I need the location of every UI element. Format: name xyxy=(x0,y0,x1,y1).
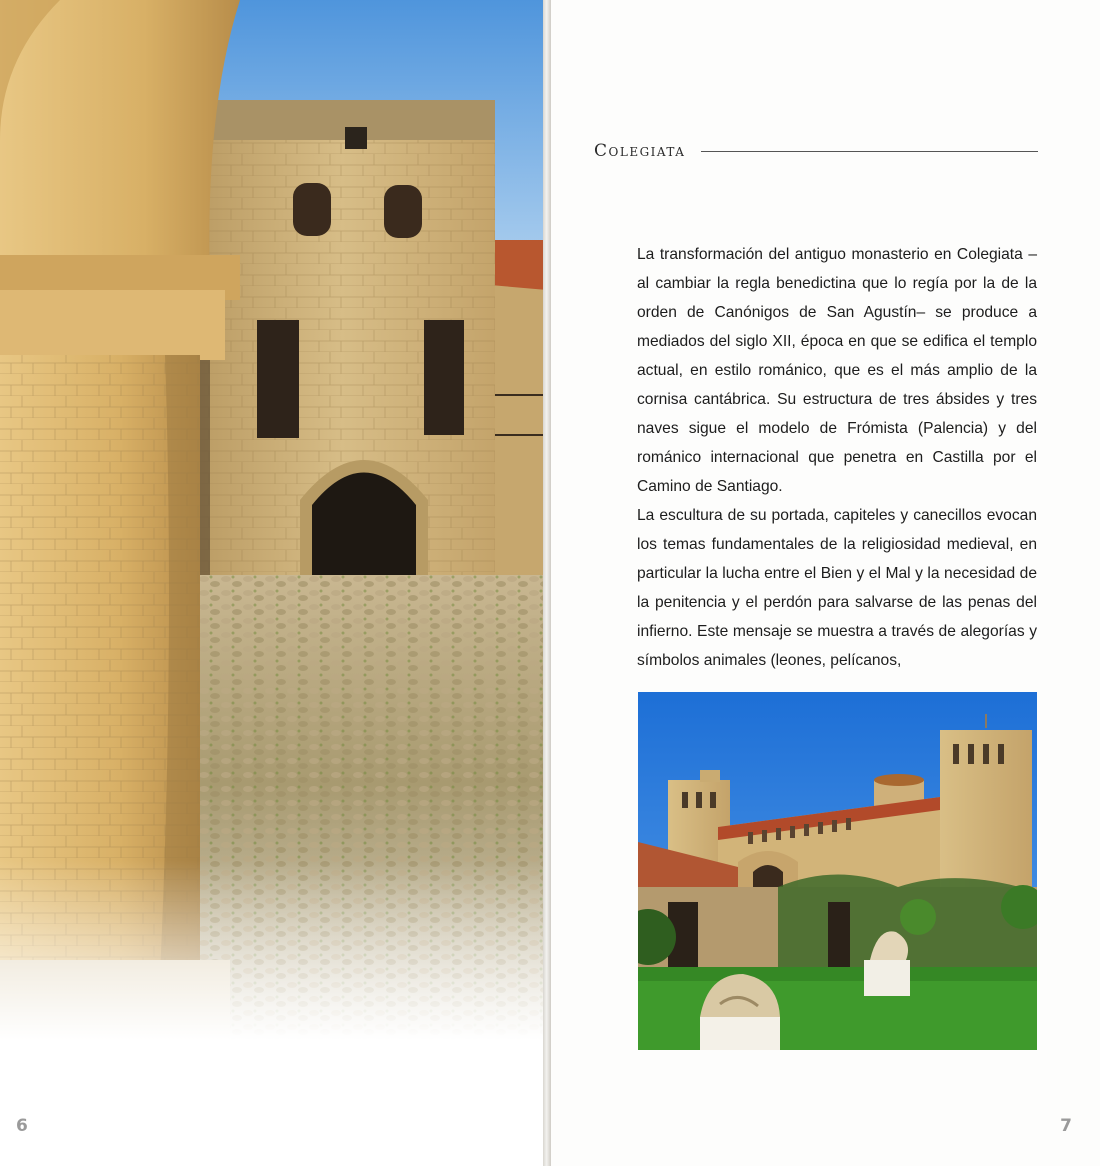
section-title: Colegiata xyxy=(594,141,686,161)
photo-tower-plaza xyxy=(0,0,547,1040)
page-number-left: 6 xyxy=(16,1116,28,1136)
right-page xyxy=(551,0,1100,1166)
paragraph-1: La transformación del antiguo monasterio en Colegiata –al cambiar la regla benedictina que lo regía por la de la orden de Canónigos de San Agustín– se produce a mediados del siglo XII, época en que se edifica el templo actual, en estilo románico, que es el más amplio de la cornisa cantábrica. Su estructura de tres ábsides y tres naves sigue el modelo de Frómista (Palencia) y del románico internacional que penetra en Castilla por el Camino de Santiago. xyxy=(637,246,1037,495)
body-text xyxy=(637,240,1037,675)
section-header xyxy=(594,141,1038,161)
section-rule xyxy=(701,151,1038,152)
paragraph-2: La escultura de su portada, capiteles y canecillos evocan los temas fundamentales de la religiosidad medieval, en particular la lucha entre el Bien y el Mal y la necesidad de la penitencia y el perdón para salvarse de las penas del infierno. Este mensaje se muestra a través de alegorías y símbolos animales (leones, pelícanos, xyxy=(637,507,1037,669)
page-number-right: 7 xyxy=(1060,1116,1072,1136)
photo-collegiate-church xyxy=(638,692,1037,1050)
page-gutter xyxy=(543,0,551,1166)
left-page xyxy=(0,0,547,1166)
